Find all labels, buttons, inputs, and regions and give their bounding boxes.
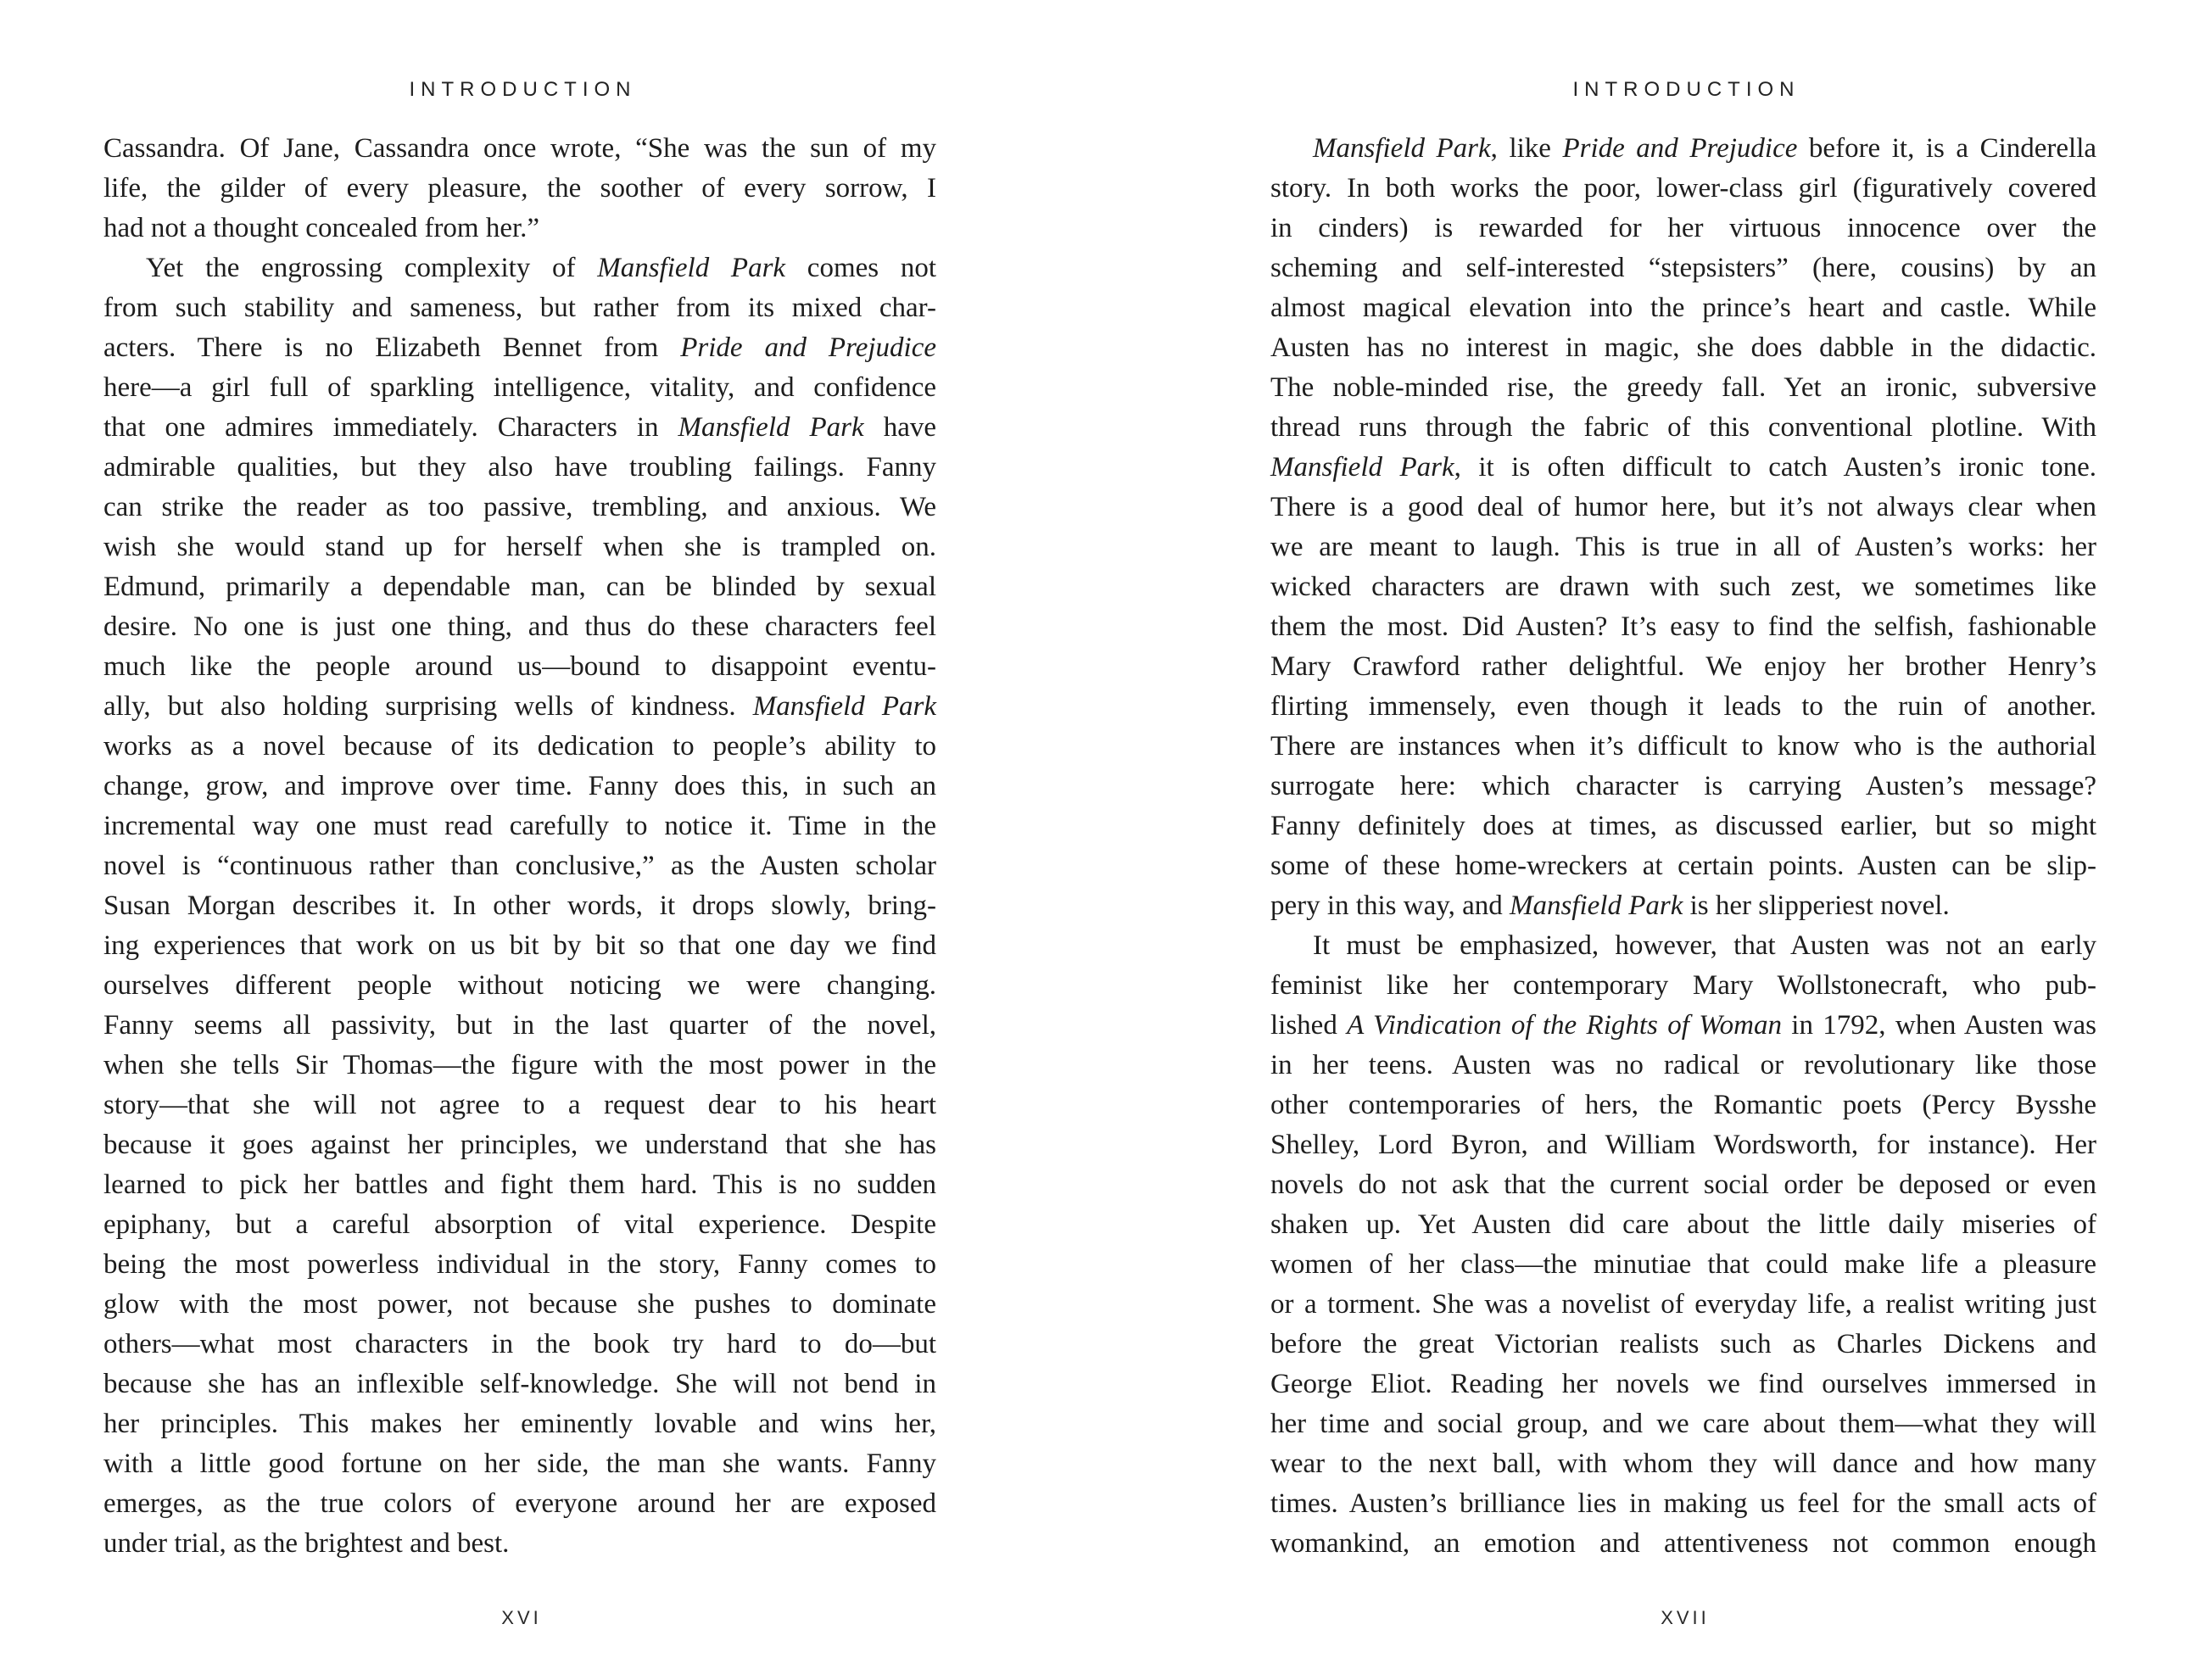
text-line: women of her class—the minutiae that could make life a pleasure (1270, 1249, 2096, 1280)
text-line: times. Austen’s brilliance lies in making us feel for the small acts of (1270, 1488, 2096, 1519)
text-line: had not a thought concealed from her.” (103, 213, 540, 243)
running-head: INTRODUCTION (1572, 78, 1800, 101)
text-line: pery in this way, and Mansfield Park is her slipperiest novel. (1270, 890, 1950, 921)
text-line: novels do not ask that the current social order be deposed or even (1270, 1169, 2096, 1200)
text-line: that one admires immediately. Characters in Mansfield Park have (103, 412, 936, 443)
running-head: INTRODUCTION (409, 78, 637, 101)
text-line: under trial, as the brightest and best. (103, 1528, 510, 1559)
page-body-text (103, 129, 936, 1564)
text-line: feminist like her contemporary Mary Wollstonecraft, who pub- (1270, 970, 2096, 1001)
text-line: Mansfield Park, it is often difficult to catch Austen’s ironic tone. (1270, 452, 2096, 483)
text-line: wish she would stand up for herself when she is trampled on. (103, 532, 936, 562)
text-line: other contemporaries of hers, the Romantic poets (Percy Bysshe (1270, 1090, 2096, 1120)
text-line: in cinders) is rewarded for her virtuous innocence over the (1270, 213, 2096, 243)
text-line: with a little good fortune on her side, the man she wants. Fanny (103, 1448, 936, 1479)
text-line: ing experiences that work on us bit by bit so that one day we find (103, 930, 936, 961)
page-number: XVI (501, 1607, 542, 1628)
text-line: There is a good deal of humor here, but it’s not always clear when (1270, 492, 2096, 522)
text-line: flirting immensely, even though it leads to the ruin of another. (1270, 691, 2096, 722)
page-body-text (1270, 129, 2096, 1564)
text-line: shaken up. Yet Austen did care about the little daily miseries of (1270, 1209, 2096, 1240)
text-line: lished A Vindication of the Rights of Woman in 1792, when Austen was (1270, 1010, 2096, 1041)
text-line: story—that she will not agree to a request dear to his heart (103, 1090, 936, 1120)
text-line: admirable qualities, but they also have troubling failings. Fanny (103, 452, 936, 483)
text-line: being the most powerless individual in the story, Fanny comes to (103, 1249, 936, 1280)
text-line: works as a novel because of its dedication to people’s ability to (103, 731, 936, 762)
text-line: others—what most characters in the book try hard to do—but (103, 1329, 936, 1359)
text-line: them the most. Did Austen? It’s easy to find the selfish, fashionable (1270, 611, 2096, 642)
text-line: glow with the most power, not because she pushes to dominate (103, 1289, 936, 1320)
text-line: scheming and self-interested “stepsisters” (here, cousins) by an (1270, 253, 2096, 283)
text-line: wear to the next ball, with whom they will dance and how many (1270, 1448, 2096, 1479)
text-line: It must be emphasized, however, that Austen was not an early (1313, 930, 2096, 961)
text-line: thread runs through the fabric of this conventional plotline. With (1270, 412, 2096, 443)
text-line: Mansfield Park, like Pride and Prejudice before it, is a Cinderella (1313, 133, 2097, 164)
text-line: because she has an inflexible self-knowledge. She will not bend in (103, 1369, 936, 1399)
text-line: life, the gilder of every pleasure, the soother of every sorrow, I (103, 173, 936, 204)
text-line: There are instances when it’s difficult to know who is the authorial (1270, 731, 2096, 762)
text-line: change, grow, and improve over time. Fanny does this, in such an (103, 771, 936, 801)
text-line: ally, but also holding surprising wells of kindness. Mansfield Park (103, 691, 936, 722)
text-line: Cassandra. Of Jane, Cassandra once wrote, “She was the sun of my (103, 133, 936, 164)
text-line: can strike the reader as too passive, trembling, and anxious. We (103, 492, 936, 522)
text-line: Fanny seems all passivity, but in the last quarter of the novel, (103, 1010, 936, 1041)
text-line: in her teens. Austen was no radical or revolutionary like those (1270, 1050, 2096, 1080)
page-number: XVII (1661, 1607, 1710, 1628)
text-line: Yet the engrossing complexity of Mansfield Park comes not (146, 253, 936, 283)
text-line: here—a girl full of sparkling intelligence, vitality, and confidence (103, 372, 936, 403)
text-line: learned to pick her battles and fight them hard. This is no sudden (103, 1169, 936, 1200)
text-line: we are meant to laugh. This is true in all of Austen’s works: her (1270, 532, 2096, 562)
text-line: almost magical elevation into the prince’s heart and castle. While (1270, 293, 2096, 323)
text-line: Shelley, Lord Byron, and William Wordsworth, for instance). Her (1270, 1130, 2096, 1160)
text-line: desire. No one is just one thing, and thus do these characters feel (103, 611, 936, 642)
text-line: from such stability and sameness, but rather from its mixed char- (103, 293, 936, 323)
text-line: Susan Morgan describes it. In other words, it drops slowly, bring- (103, 890, 936, 921)
text-line: Austen has no interest in magic, she does dabble in the didactic. (1270, 332, 2096, 363)
text-line: surrogate here: which character is carrying Austen’s message? (1270, 771, 2096, 801)
text-line: her time and social group, and we care about them—what they will (1270, 1409, 2096, 1439)
text-line: before the great Victorian realists such as Charles Dickens and (1270, 1329, 2096, 1359)
text-line: novel is “continuous rather than conclusive,” as the Austen scholar (103, 851, 936, 881)
text-line: story. In both works the poor, lower-class girl (figuratively covered (1270, 173, 2096, 204)
text-line: Fanny definitely does at times, as discussed earlier, but so might (1270, 811, 2096, 841)
text-line: womankind, an emotion and attentiveness not common enough (1270, 1528, 2096, 1559)
text-line: incremental way one must read carefully to notice it. Time in the (103, 811, 936, 841)
text-line: some of these home-wreckers at certain points. Austen can be slip- (1270, 851, 2096, 881)
text-line: acters. There is no Elizabeth Bennet from Pride and Prejudice (103, 332, 936, 363)
text-line: ourselves different people without noticing we were changing. (103, 970, 936, 1001)
page-xvii (1270, 0, 2096, 1680)
text-line: Edmund, primarily a dependable man, can be blinded by sexual (103, 572, 936, 602)
text-line: epiphany, but a careful absorption of vital experience. Despite (103, 1209, 936, 1240)
text-line: because it goes against her principles, we understand that she has (103, 1130, 936, 1160)
text-line: when she tells Sir Thomas—the figure with the most power in the (103, 1050, 936, 1080)
page-xvi (103, 0, 936, 1680)
text-line: her principles. This makes her eminently lovable and wins her, (103, 1409, 936, 1439)
text-line: The noble-minded rise, the greedy fall. Yet an ironic, subversive (1270, 372, 2096, 403)
text-line: much like the people around us—bound to disappoint eventu- (103, 651, 936, 682)
text-line: George Eliot. Reading her novels we find ourselves immersed in (1270, 1369, 2096, 1399)
text-line: emerges, as the true colors of everyone around her are exposed (103, 1488, 936, 1519)
text-line: or a torment. She was a novelist of everyday life, a realist writing just (1270, 1289, 2096, 1320)
text-line: Mary Crawford rather delightful. We enjoy her brother Henry’s (1270, 651, 2096, 682)
text-line: wicked characters are drawn with such zest, we sometimes like (1270, 572, 2096, 602)
